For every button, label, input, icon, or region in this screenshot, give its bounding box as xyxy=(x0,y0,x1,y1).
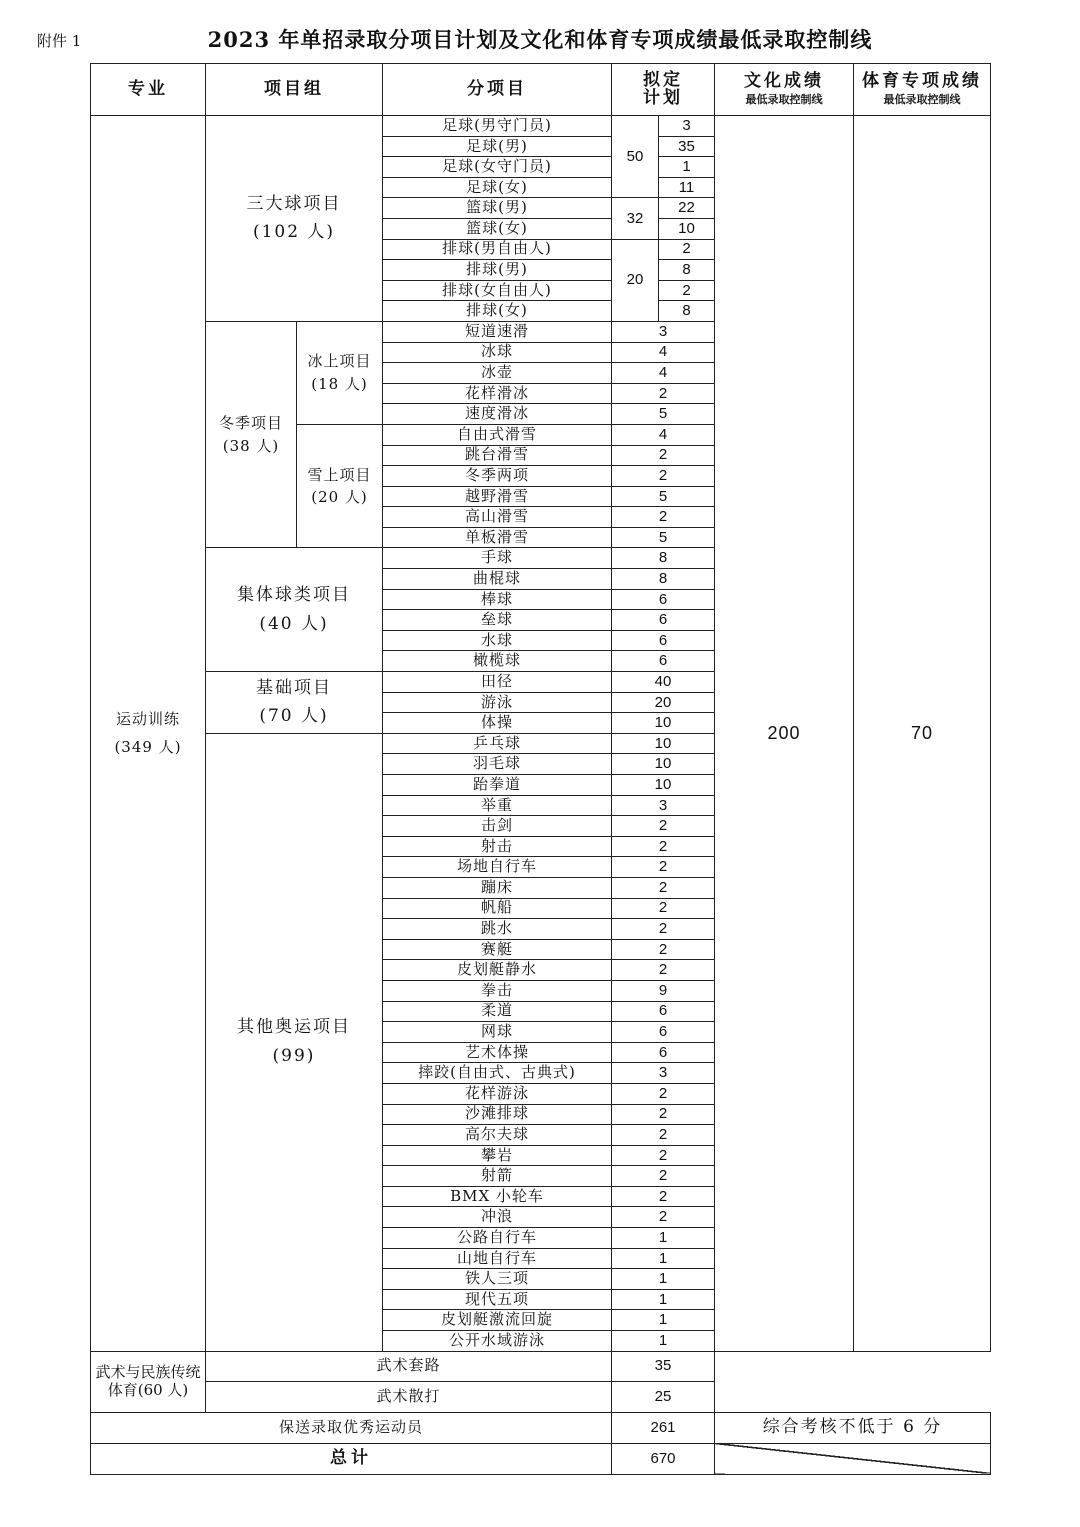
subgroup-ice: 冰上项目 (18 人) xyxy=(297,321,383,424)
item-name: 场地自行车 xyxy=(383,857,612,878)
item-plan: 6 xyxy=(612,1022,715,1043)
header-sport: 体育专项成绩 最低录取控制线 xyxy=(854,64,991,116)
group-other-olympic: 其他奥运项目 (99) xyxy=(206,733,383,1351)
item-plan: 4 xyxy=(612,363,715,384)
item-name: 跆拳道 xyxy=(383,775,612,796)
group-basic: 基础项目 (70 人) xyxy=(206,672,383,734)
item-name: 冬季两项 xyxy=(383,466,612,487)
header-culture: 文化成绩 最低录取控制线 xyxy=(715,64,854,116)
item-name: 越野滑雪 xyxy=(383,486,612,507)
item-name: 垒球 xyxy=(383,610,612,631)
item-name: 柔道 xyxy=(383,1001,612,1022)
item-name: 羽毛球 xyxy=(383,754,612,775)
item-name: 武术散打 xyxy=(206,1381,612,1412)
item-plan: 1 xyxy=(612,1331,715,1352)
item-plan: 5 xyxy=(612,486,715,507)
item-name: 游泳 xyxy=(383,692,612,713)
annex-label: 附件 1 xyxy=(37,32,82,50)
total-label: 总计 xyxy=(91,1443,612,1474)
item-name: 网球 xyxy=(383,1022,612,1043)
item-name: 高山滑雪 xyxy=(383,507,612,528)
total-diagonal-cell xyxy=(715,1443,991,1474)
item-plan: 6 xyxy=(612,589,715,610)
item-plan: 6 xyxy=(612,630,715,651)
item-plan: 2 xyxy=(612,466,715,487)
item-name: 冲浪 xyxy=(383,1207,612,1228)
recommended-plan: 261 xyxy=(612,1412,715,1443)
item-plan: 20 xyxy=(612,692,715,713)
item-plan: 5 xyxy=(612,527,715,548)
item-name: 体操 xyxy=(383,713,612,734)
item-plan: 2 xyxy=(612,919,715,940)
item-name: 跳水 xyxy=(383,919,612,940)
ball-subtotal: 32 xyxy=(612,198,659,239)
item-plan: 1 xyxy=(612,1248,715,1269)
item-plan: 10 xyxy=(612,713,715,734)
item-name: 公开水域游泳 xyxy=(383,1331,612,1352)
item-name: 艺术体操 xyxy=(383,1042,612,1063)
item-name: 公路自行车 xyxy=(383,1228,612,1249)
item-name: 花样滑冰 xyxy=(383,383,612,404)
item-plan: 2 xyxy=(612,898,715,919)
item-name: 沙滩排球 xyxy=(383,1104,612,1125)
item-name: 射箭 xyxy=(383,1166,612,1187)
item-plan: 2 xyxy=(612,836,715,857)
item-name: 高尔夫球 xyxy=(383,1125,612,1146)
wushu-row-1 xyxy=(91,1351,991,1381)
item-name: BMX 小轮车 xyxy=(383,1186,612,1207)
item-plan: 2 xyxy=(612,1145,715,1166)
item-name: 棒球 xyxy=(383,589,612,610)
item-plan: 10 xyxy=(612,733,715,754)
subgroup-snow: 雪上项目 (20 人) xyxy=(297,424,383,548)
table-row xyxy=(91,116,991,137)
item-name: 曲棍球 xyxy=(383,569,612,590)
page-title: 2023 年单招录取分项目计划及文化和体育专项成绩最低录取控制线 xyxy=(207,27,873,52)
item-plan: 6 xyxy=(612,1042,715,1063)
item-plan: 2 xyxy=(612,383,715,404)
item-plan: 2 xyxy=(612,1166,715,1187)
item-plan: 1 xyxy=(612,1289,715,1310)
item-plan: 10 xyxy=(612,775,715,796)
item-plan: 22 xyxy=(659,198,715,219)
major-wushu: 武术与民族传统体育(60 人) xyxy=(91,1351,206,1412)
recommended-note: 综合考核不低于 6 分 xyxy=(715,1412,991,1443)
item-plan: 35 xyxy=(612,1351,715,1381)
header-group: 项目组 xyxy=(206,64,383,116)
item-plan: 3 xyxy=(612,795,715,816)
item-plan: 1 xyxy=(659,157,715,178)
item-plan: 2 xyxy=(659,280,715,301)
total-row xyxy=(91,1443,991,1474)
item-plan: 2 xyxy=(612,960,715,981)
item-plan: 2 xyxy=(612,1125,715,1146)
item-name: 乒乓球 xyxy=(383,733,612,754)
item-plan: 2 xyxy=(612,1207,715,1228)
item-name: 摔跤(自由式、古典式) xyxy=(383,1063,612,1084)
item-plan: 6 xyxy=(612,651,715,672)
item-plan: 8 xyxy=(612,548,715,569)
item-plan: 2 xyxy=(612,857,715,878)
item-name: 水球 xyxy=(383,630,612,651)
item-plan: 1 xyxy=(612,1310,715,1331)
item-plan: 9 xyxy=(612,980,715,1001)
header-major: 专业 xyxy=(91,64,206,116)
item-name: 赛艇 xyxy=(383,939,612,960)
item-name: 武术套路 xyxy=(206,1351,612,1381)
item-plan: 25 xyxy=(612,1381,715,1412)
item-plan: 5 xyxy=(612,404,715,425)
item-name: 排球(男自由人) xyxy=(383,239,612,260)
item-name: 单板滑雪 xyxy=(383,527,612,548)
item-name: 足球(男) xyxy=(383,136,612,157)
item-plan: 4 xyxy=(612,342,715,363)
ball-subtotal: 20 xyxy=(612,239,659,321)
header-plan: 拟定 计划 xyxy=(612,64,715,116)
item-plan: 4 xyxy=(612,424,715,445)
item-name: 篮球(男) xyxy=(383,198,612,219)
item-plan: 3 xyxy=(659,116,715,137)
item-name: 足球(男守门员) xyxy=(383,116,612,137)
item-name: 排球(女) xyxy=(383,301,612,322)
item-name: 足球(女) xyxy=(383,177,612,198)
header-row xyxy=(91,64,991,116)
item-plan: 2 xyxy=(612,445,715,466)
header-item: 分项目 xyxy=(383,64,612,116)
item-name: 现代五项 xyxy=(383,1289,612,1310)
item-plan: 10 xyxy=(612,754,715,775)
item-name: 山地自行车 xyxy=(383,1248,612,1269)
item-plan: 3 xyxy=(612,1063,715,1084)
item-name: 排球(女自由人) xyxy=(383,280,612,301)
ball-subtotal: 50 xyxy=(612,116,659,198)
item-plan: 2 xyxy=(612,816,715,837)
item-name: 冰壶 xyxy=(383,363,612,384)
item-plan: 2 xyxy=(612,1104,715,1125)
item-plan: 8 xyxy=(659,301,715,322)
item-plan: 3 xyxy=(612,321,715,342)
item-name: 速度滑冰 xyxy=(383,404,612,425)
item-plan: 10 xyxy=(659,218,715,239)
recommended-row xyxy=(91,1412,991,1443)
item-name: 皮划艇激流回旋 xyxy=(383,1310,612,1331)
item-plan: 2 xyxy=(612,877,715,898)
item-name: 帆船 xyxy=(383,898,612,919)
item-plan: 2 xyxy=(659,239,715,260)
culture-min-score: 200 xyxy=(715,116,854,1352)
item-name: 足球(女守门员) xyxy=(383,157,612,178)
item-plan: 35 xyxy=(659,136,715,157)
group-big-three: 三大球项目 (102 人) xyxy=(206,116,383,322)
item-name: 举重 xyxy=(383,795,612,816)
item-name: 手球 xyxy=(383,548,612,569)
item-name: 橄榄球 xyxy=(383,651,612,672)
item-name: 蹦床 xyxy=(383,877,612,898)
item-name: 铁人三项 xyxy=(383,1269,612,1290)
item-plan: 8 xyxy=(659,260,715,281)
item-name: 排球(男) xyxy=(383,260,612,281)
item-plan: 1 xyxy=(612,1228,715,1249)
item-name: 田径 xyxy=(383,672,612,693)
item-name: 攀岩 xyxy=(383,1145,612,1166)
item-name: 篮球(女) xyxy=(383,218,612,239)
item-plan: 1 xyxy=(612,1269,715,1290)
recommended-label: 保送录取优秀运动员 xyxy=(91,1412,612,1443)
group-winter: 冬季项目 (38 人) xyxy=(206,321,297,548)
item-plan: 8 xyxy=(612,569,715,590)
item-name: 跳台滑雪 xyxy=(383,445,612,466)
item-name: 花样游泳 xyxy=(383,1083,612,1104)
item-plan: 6 xyxy=(612,610,715,631)
item-name: 冰球 xyxy=(383,342,612,363)
item-plan: 2 xyxy=(612,1083,715,1104)
total-plan: 670 xyxy=(612,1443,715,1474)
wushu-row-2 xyxy=(91,1381,991,1412)
item-plan: 11 xyxy=(659,177,715,198)
item-plan: 2 xyxy=(612,1186,715,1207)
item-name: 射击 xyxy=(383,836,612,857)
sport-min-score: 70 xyxy=(854,116,991,1352)
item-name: 拳击 xyxy=(383,980,612,1001)
item-plan: 2 xyxy=(612,507,715,528)
item-plan: 6 xyxy=(612,1001,715,1022)
item-name: 自由式滑雪 xyxy=(383,424,612,445)
group-team-ball: 集体球类项目 (40 人) xyxy=(206,548,383,672)
item-name: 短道速滑 xyxy=(383,321,612,342)
item-name: 皮划艇静水 xyxy=(383,960,612,981)
major-sports-training: 运动训练 (349 人) xyxy=(91,116,206,1352)
item-name: 击剑 xyxy=(383,816,612,837)
item-plan: 2 xyxy=(612,939,715,960)
admission-plan-table xyxy=(90,63,991,1475)
item-plan: 40 xyxy=(612,672,715,693)
